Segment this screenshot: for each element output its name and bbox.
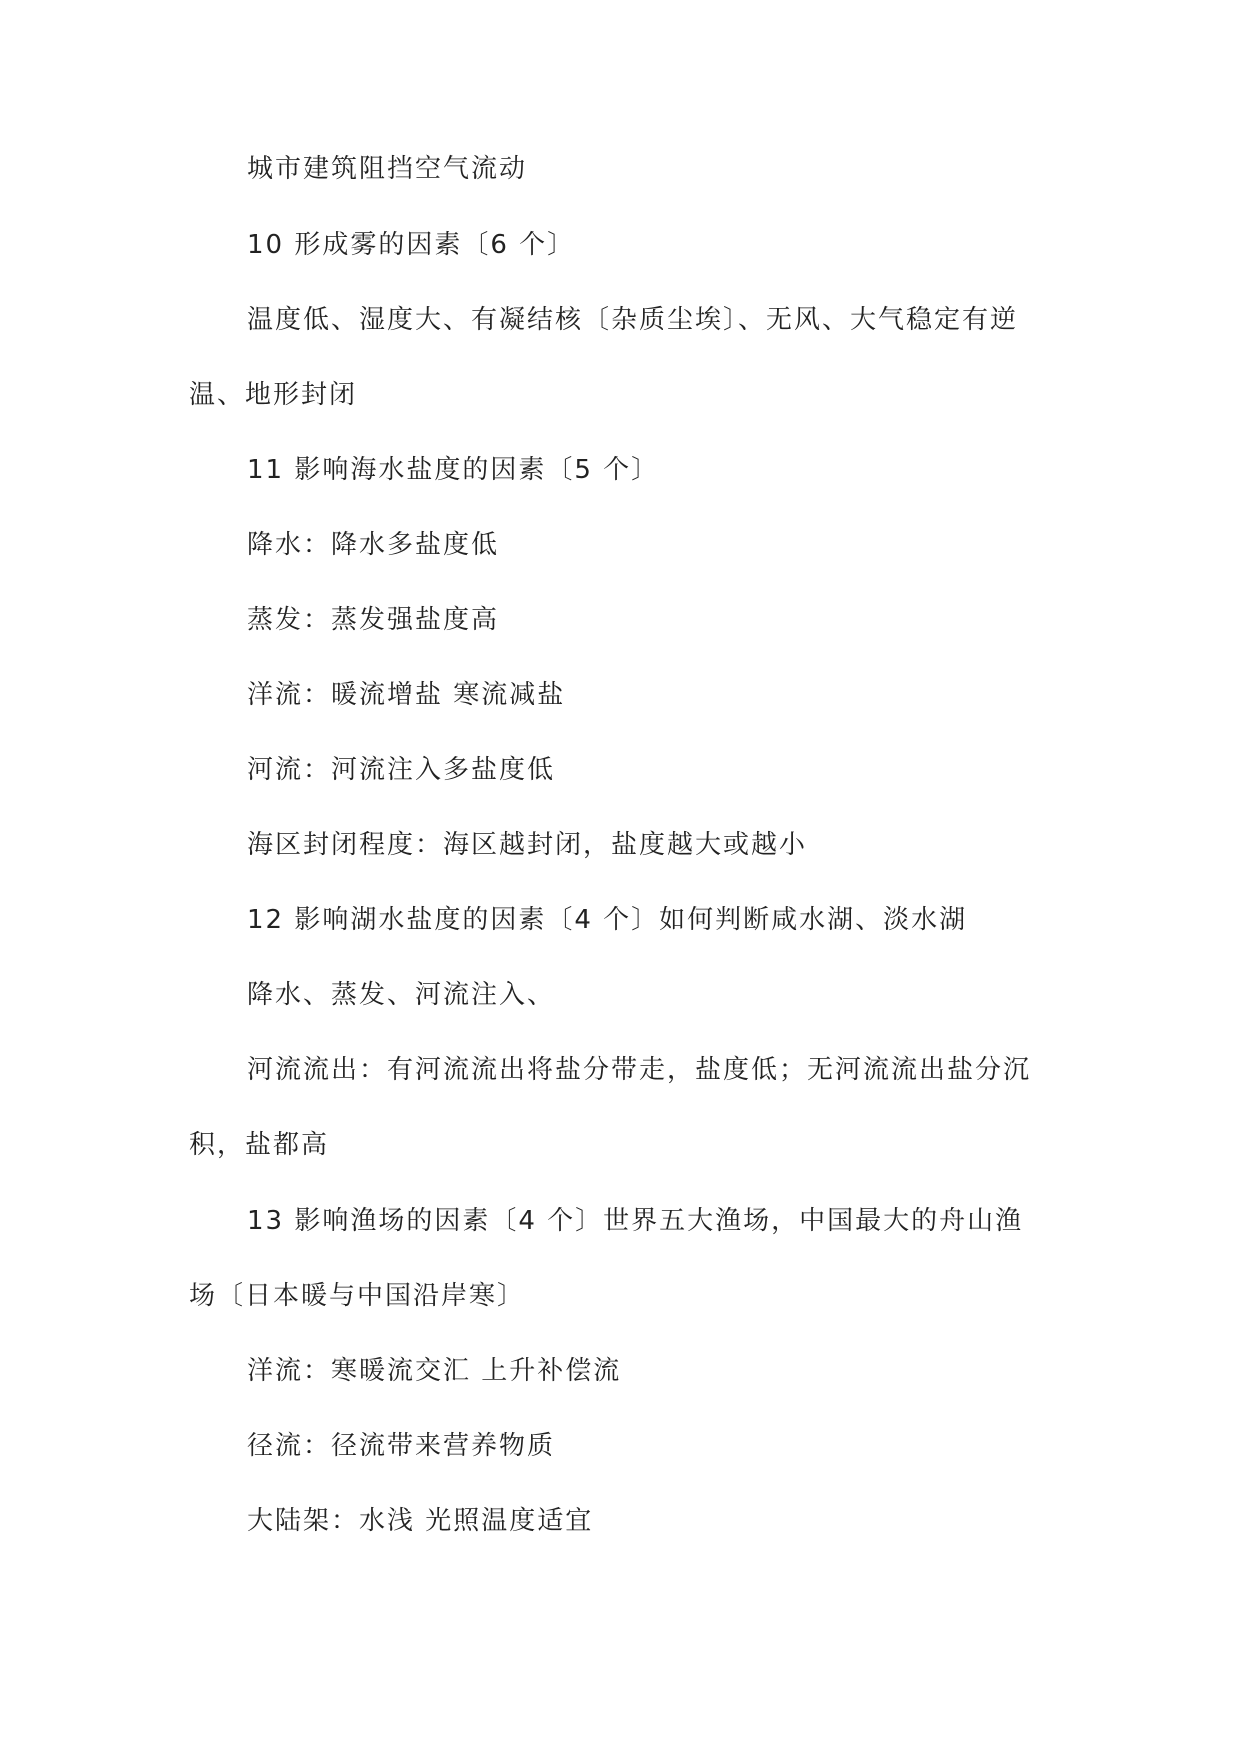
text-line: 蒸发：蒸发强盐度高 — [247, 605, 500, 635]
text-line: 洋流：寒暖流交汇 上升补偿流 — [247, 1356, 622, 1386]
section-heading-13: 13 影响渔场的因素〔4 个〕世界五大渔场，中国最大的舟山渔 — [247, 1206, 1024, 1236]
text-line: 场〔日本暖与中国沿岸寒〕 — [189, 1281, 526, 1311]
section-heading-11: 11 影响海水盐度的因素〔5 个〕 — [247, 455, 660, 485]
text-line: 海区封闭程度：海区越封闭，盐度越大或越小 — [247, 830, 808, 860]
text-line: 降水、蒸发、河流注入、 — [247, 980, 556, 1010]
section-heading-12: 12 影响湖水盐度的因素〔4 个〕如何判断咸水湖、淡水湖 — [247, 905, 968, 935]
section-heading-10: 10 形成雾的因素〔6 个〕 — [247, 230, 576, 260]
text-line: 河流：河流注入多盐度低 — [247, 755, 556, 785]
text-line: 降水：降水多盐度低 — [247, 530, 500, 560]
text-line: 河流流出：有河流流出将盐分带走，盐度低；无河流流出盐分沉 — [247, 1055, 1032, 1085]
text-line: 城市建筑阻挡空气流动 — [247, 154, 528, 184]
text-line: 径流：径流带来营养物质 — [247, 1431, 556, 1461]
text-line: 温度低、湿度大、有凝结核〔杂质尘埃〕、无风、大气稳定有逆 — [247, 305, 1019, 335]
text-line: 洋流：暖流增盐 寒流减盐 — [247, 680, 566, 710]
text-line: 大陆架：水浅 光照温度适宜 — [247, 1506, 594, 1536]
text-line: 温、地形封闭 — [189, 380, 358, 410]
text-line: 积，盐都高 — [189, 1130, 330, 1160]
